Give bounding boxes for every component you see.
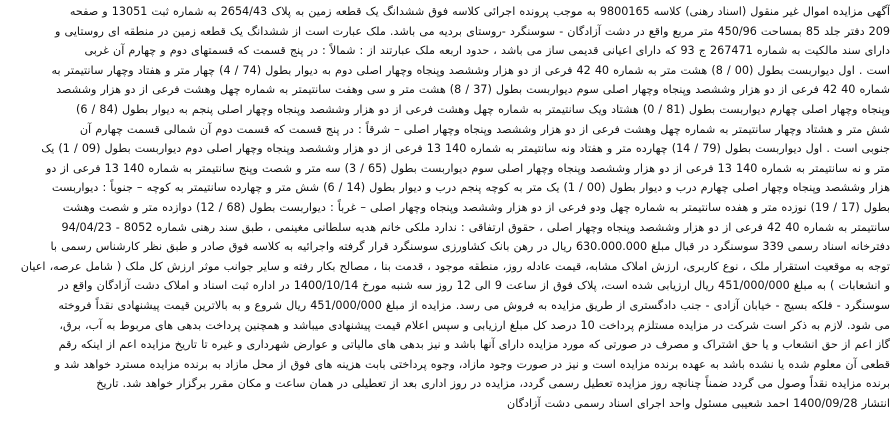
notice-line: هزار وششصد وپنجاه وچهار اصلی چهارم درب و دیوار بطول (00 / 1) یک متر به کوچه پنجم درب و دیوار بطول (14 / 6) شش متر و چهارده سانتیمتر به کوچه – جنوباً : دیواربست [51, 181, 890, 195]
notice-line: شش متر و هشتاد وچهار سانتیمتر به شماره چهل وهشت فرعی از دو هزار وششصد وپنجاه وچهار اصلی – شرقاً : در پنج قسمت که قسمت دوم آن شمالی قسمت چهارم آن [79, 122, 890, 136]
notice-line: توجه به موقعیت استقرار ملک ، نوع کاربری، ارزش املاک مشابه، قیمت عادله روز، منطقه موجود ، قدمت بنا ، مصالح بکار رفته و سایر جوانب موثر ارزش کل ملک ( شامل عرصه، اعیان [20, 259, 890, 273]
notice-line: دارای سند مالکیت به شماره 267471 ج 93 که دارای اعیانی قدیمی ساز می باشد ، حدود اربعه ملک عبارتند از : شمالاً : در پنج قسمت که قسمتهای دوم و چهارم آن غربی [84, 44, 890, 58]
notice-line: وپنجاه وچهار اصلی چهارم دیواربست بطول (81 / 0) هشتاد ویک سانتیمتر به شماره چهل وهشت فرعی از دو هزار وششصد وپنجاه وچهار اصلی پنجم به دیوار بطول (84 / 6) [75, 102, 890, 116]
notice-line: دفترخانه اسناد رسمی 339 سوسنگرد در قبال مبلغ 630.000.000 ریال در رهن بانک کشاورزی سوسنگرد قرار گرفته واجرائیه به کلاسه فوق صادر و طبق نظر کارشناس رسمی با [50, 240, 890, 254]
notice-line: شماره 40 42 فرعی از دو هزار وششصد وپنجاه وچهار اصلی سوم دیواربست بطول (37 / 8) هشت متر و سی وهفت سانتیمتر به شماره چهل وهشت فرعی از دو هزار وششصد [56, 83, 890, 97]
notice-line: جنوبی است . اول دیواربست بطول (79 / 14) چهارده متر و هفتاد ونه سانتیمتر به شماره 140 13 فرعی از دو هزار وششصد وپنجاه وچهار اصلی دوم دیواربست بطول (09 / 1) یک [41, 142, 890, 156]
notice-line: و انشعابات ) به مبلغ 451/000/000 ریال ارزیابی شده است، پلاک فوق از ساعت 9 الی 12 روز سه شنبه مورخ 1400/10/14 در اداره ثبت اسناد و املاک دشت آزادگان واقع در [58, 279, 890, 293]
notice-line: انتشار 1400/09/28 احمد شعیبی مسئول واحد اجرای اسناد رسمی دشت آزادگان [507, 396, 890, 410]
notice-line: برنده مزایده نقداً وصول می گردد ضمناً چنانچه روز مزایده تعطیل رسمی گردد، مزایده در روز اداری بعد از تعطیلی در همان ساعت و مکان مقرر برگزار خواهد شد. تاریخ [96, 377, 890, 391]
notice-line: است . اول دیواربست بطول (00 / 8) هشت متر به شماره 40 42 فرعی از دو هزار وششصد وپنجاه وچهار اصلی دوم به دیوار بطول (74 / 4) چهار متر و هفتاد وچهار سانتیمتر به [51, 63, 890, 77]
notice-line: بطول (17 / 19) نوزده متر و هفده سانتیمتر به شماره چهل ودو فرعی از دو هزار وششصد وپنجاه وچهار اصلی – غرباً : دیواربست بطول (68 / 12) دوازده متر و شصت وهشت [62, 200, 890, 214]
notice-line: سانتیمتر به شماره 40 42 فرعی از دو هزار وششصد وپنجاه وچهار اصلی ، حقوق ارتفاقی : ندارد ملکی خانم هدیه سلطانی مغینمی ، طبق سند رهنی شماره 8052 - 94/04/23 [61, 220, 890, 234]
notice-line: 209 دفتر جلد 85 بمساحت 450/96 متر مربع واقع در دشت آزادگان - سوسنگرد -روستای بردیه می باشد. ملک عبارت است از ششدانگ یک قطعه زمین در منطقه ای روستایی و [55, 24, 890, 38]
notice-line: متر و نه سانتیمتر به شماره 140 13 فرعی از دو هزار وششصد وپنجاه وچهار اصلی سوم دیواربست بطول (65 / 3) سه متر و شصت وپنج سانتیمتر به شماره 140 13 فرعی از دو [46, 161, 890, 175]
notice-line: سوسنگرد - فلکه بسیج - خیابان آزادی - جنب دادگستری از طریق مزایده به فروش می رسد. مزایده از مبلغ 451/000/000 ریال شروع و به بالاترین قیمت پیشنهادی نقداً فروخته [58, 298, 890, 312]
notice-line: گاز اعم از حق انشعاب و یا حق اشتراک و مصرف در صورتی که مورد مزایده دارای آنها باشد و نیز بدهی های مالیاتی و عوارض شهرداری و غیره تا تاریخ مزایده اعم از اینکه رقم [58, 338, 890, 352]
notice-line: می شود. لازم به ذکر است شرکت در مزایده مستلزم پرداخت 10 درصد کل مبلغ ارزیابی و سپس اعلام قیمت پیشنهادی میباشد و همچنین پرداخت بدهی های مربوط به آب، برق، [59, 318, 890, 332]
notice-line: قطعی آن معلوم شده یا نشده باشد به عهده برنده مزایده است و نیز در صورت وجود مازاد، وجوه پرداختی بابت هزینه های فوق از محل مازاد به برنده مزایده مسترد خواهد شد و [54, 357, 890, 371]
notice-line: آگهی مزایده اموال غیر منقول (اسناد رهنی) کلاسه 9800165 به موجب پرونده اجرائی کلاسه فوق ششدانگ یک قطعه زمین به پلاک 2654/43 به شماره ثبت 13051 و صفحه [69, 5, 890, 18]
